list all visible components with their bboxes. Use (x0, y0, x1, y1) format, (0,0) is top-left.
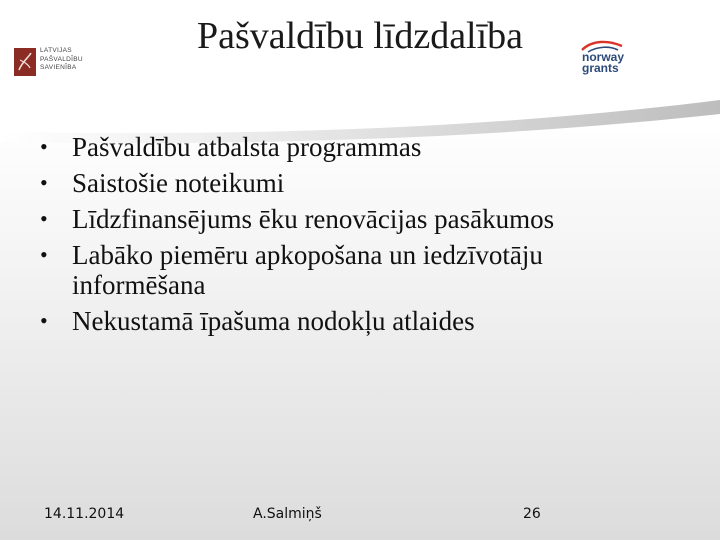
bullet-item (40, 132, 680, 162)
footer-date: 14.11.2014 (44, 506, 125, 522)
bullet-text: Saistošie noteikumi (72, 168, 285, 198)
lps-emblem-icon (14, 48, 36, 76)
bullet-text: Līdzfinansējums ēku renovācijas pasākumos (72, 204, 555, 234)
norway-grants-line1: norway (582, 50, 625, 64)
bullet-text: Nekustamā īpašuma nodokļu atlaides (72, 306, 475, 336)
norway-grants-line2: grants (582, 61, 619, 75)
slide-title: Pašvaldību līdzdalība (196, 15, 524, 57)
lps-logo-line1: LATVIJAS (40, 47, 72, 54)
bullet-text: Labāko piemēru apkopošana un iedzīvotāju informēšana (72, 240, 543, 300)
bullet-dot: • (40, 170, 48, 195)
bullet-dot: • (40, 242, 48, 267)
bullet-item (40, 204, 680, 234)
bullet-dot: • (40, 308, 48, 333)
lps-logo-line2: PAŠVALDĪBU (40, 55, 83, 63)
lps-logo-line3: SAVIENĪBA (40, 64, 77, 71)
bullet-dot: • (40, 206, 48, 231)
bullet-list (40, 132, 680, 342)
lps-logo (14, 46, 110, 80)
footer-page-number: 26 (523, 506, 541, 522)
footer-author: A.Salmiņš (253, 506, 322, 522)
bullet-dot: • (40, 134, 48, 159)
norway-grants-logo (578, 38, 648, 82)
bullet-item (40, 168, 680, 198)
bullet-item (40, 306, 680, 336)
bullet-item (40, 240, 680, 300)
bullet-text: Pašvaldību atbalsta programmas (72, 132, 422, 162)
